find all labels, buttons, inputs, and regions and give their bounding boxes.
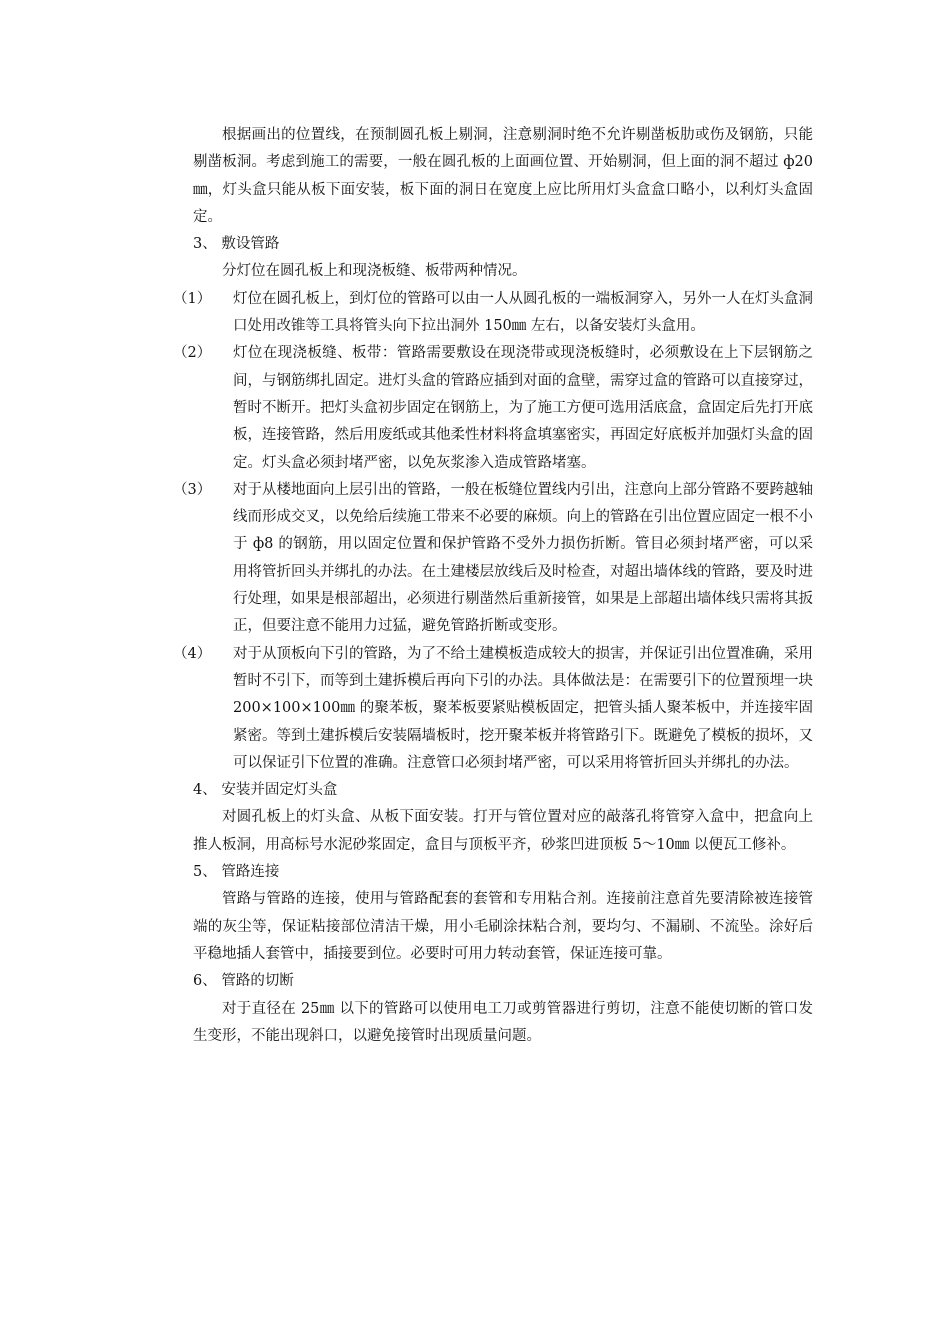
item-number: （4） [173, 645, 212, 662]
item-text: 灯位在现浇板缝、板带：管路需要敷设在现浇带或现浇板缝时，必须敷设在上下层钢筋之间，与钢筋绑扎固定。进灯头盒的管路应插到对面的盒壁，需穿过盒的管路可以直接穿过，暂时不断开。把灯头盒初步固定在钢筋上，为了施工方便可选用活底盒，盒固定后先打开底板，连接管路，然后用废纸或其他柔性材料将盒填塞密实，再固定好底板并加强灯头盒的固定。灯头盒必须封堵严密，以免灰浆渗入造成管路堵塞。 [233, 345, 813, 471]
section-3-item-2 [173, 340, 813, 476]
section-4-paragraph: 对圆孔板上的灯头盒、从板下面安装。打开与管位置对应的敲落孔将管穿入盒中，把盒向上推人板洞，用高标号水泥砂浆固定，盒目与顶板平齐，砂浆凹进顶板 5～10㎜ 以便瓦工修补。 [193, 809, 813, 853]
document-body [173, 122, 813, 1050]
item-text: 灯位在圆孔板上，到灯位的管路可以由一人从圆孔板的一端板洞穿入，另外一人在灯头盒洞口处用改锥等工具将管头向下拉出洞外 150㎜ 左右，以备安装灯头盒用。 [233, 290, 813, 335]
item-number: （3） [173, 481, 212, 498]
section-6-heading: 6、 管路的切断 [193, 973, 294, 990]
intro-paragraph: 根据画出的位置线，在预制圆孔板上剔洞，注意剔洞时绝不允许剔凿板肋或伤及钢筋，只能剔凿板洞。考虑到施工的需要，一般在圆孔板的上面画位置、开始剔洞，但上面的洞不超过 ф20㎜，灯头盒只能从板下面安装，板下面的洞日在宽度上应比所用灯头盒盒口略小，以利灯头盒固定。 [193, 127, 813, 225]
item-number: （2） [173, 345, 212, 362]
section-5-paragraph: 管路与管路的连接，使用与管路配套的套管和专用粘合剂。连接前注意首先要清除被连接管端的灰尘等，保证粘接部位清洁干燥，用小毛刷涂抹粘合剂，要均匀、不漏刷、不流坠。涂好后平稳地插人套管中，插接要到位。必要时可用力转动套管，保证连接可靠。 [193, 891, 813, 962]
section-3-item-4 [173, 641, 813, 777]
item-text: 对于从楼地面向上层引出的管路，一般在板缝位置线内引出，注意向上部分管路不要跨越轴线而形成交叉，以免给后续施工带来不必要的麻烦。向上的管路在引出位置应固定一根不小于 ф8 的钢筋，用以固定位置和保护管路不受外力损伤折断。管目必须封堵严密，可以采用将管折回头并绑扎的办法。在土建楼层放线后及时检查，对超出墙体线的管路，要及时进行处理，如果是根部超出，必须进行剔凿然后重新接管，如果是上部超出墙体线只需将其扳正，但要注意不能用力过猛，避免管路折断或变形。 [233, 481, 813, 635]
section-3-item-3 [173, 477, 813, 641]
item-text: 对于从顶板向下引的管路，为了不给土建模板造成较大的损害，并保证引出位置准确，采用暂时不引下，而等到土建拆模后再向下引的办法。具体做法是：在需要引下的位置预埋一块 200×100×100㎜ 的聚苯板，聚苯板要紧贴模板固定，把管头插人聚苯板中，并连接牢固紧密。等到土建拆模后安装隔墙板时，挖开聚苯板并将管路引下。既避免了模板的损坏，又可以保证引下位置的准确。注意管口必须封堵严密，可以采用将管折回头并绑扎的办法。 [233, 645, 813, 771]
section-6-paragraph: 对于直径在 25㎜ 以下的管路可以使用电工刀或剪管器进行剪切，注意不能使切断的管口发生变形，不能出现斜口，以避免接管时出现质量问题。 [193, 1000, 813, 1044]
section-5-heading: 5、 管路连接 [193, 864, 280, 881]
section-3-item-1 [173, 286, 813, 341]
section-3-paragraph: 分灯位在圆孔板上和现浇板缝、板带两种情况。 [222, 263, 527, 280]
section-3-heading: 3、 敷设管路 [193, 236, 280, 253]
section-4-heading: 4、 安装并固定灯头盒 [193, 782, 338, 799]
item-number: （1） [173, 290, 212, 307]
